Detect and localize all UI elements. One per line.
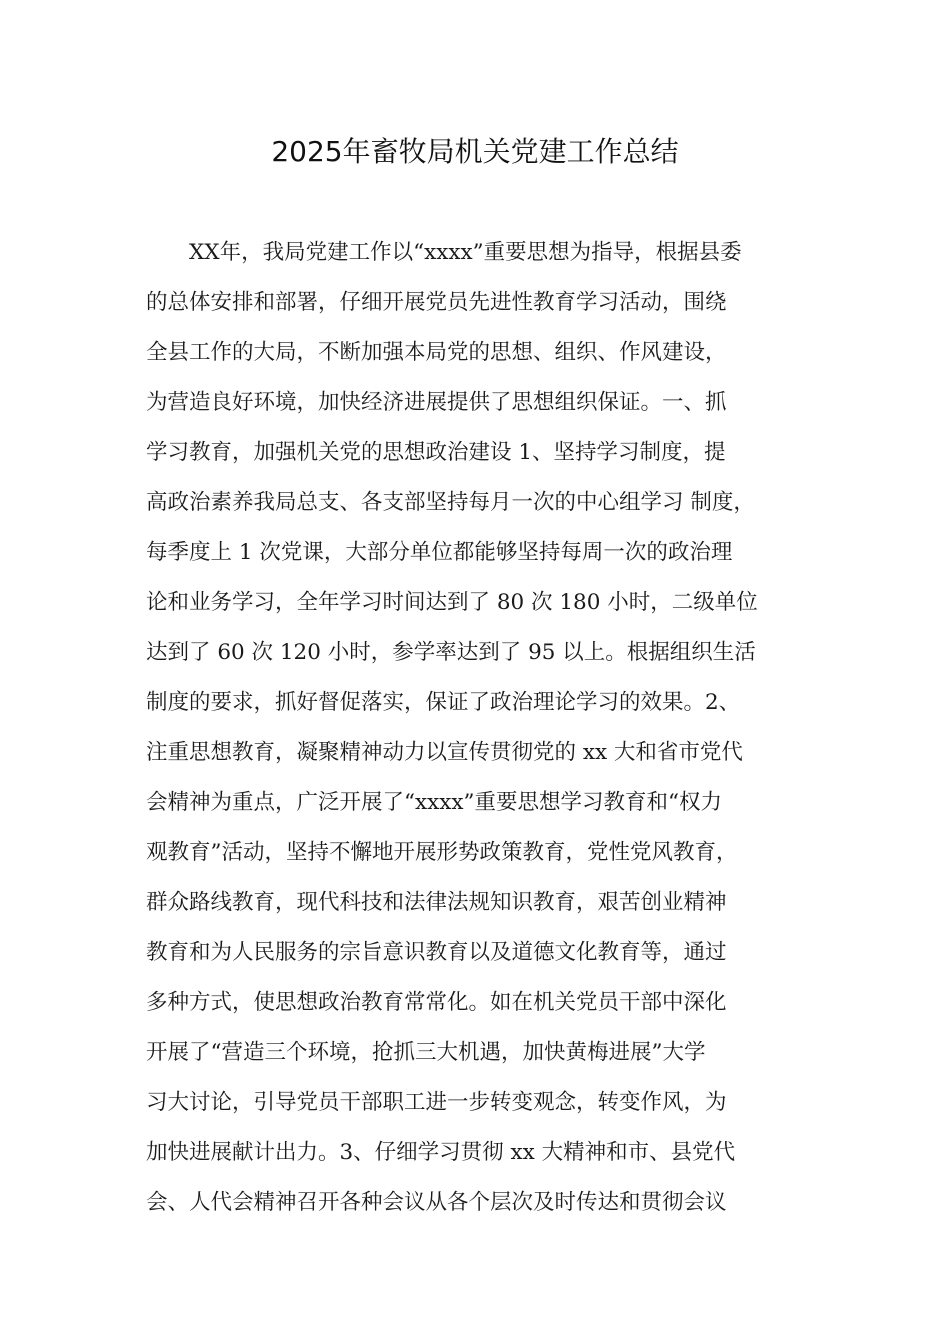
body-line: 全县工作的大局，不断加强本局党的思想、组织、作风建设，	[146, 340, 727, 365]
document-body	[146, 228, 826, 1228]
body-line: 制度的要求，抓好督促落实，保证了政治理论学习的效果。2、	[146, 690, 741, 715]
body-line: 会、人代会精神召开各种会议从各个层次及时传达和贯彻会议	[146, 1190, 727, 1215]
body-line: 习大讨论，引导党员干部职工进一步转变观念，转变作风，为	[146, 1090, 727, 1115]
body-line: 群众路线教育，现代科技和法律法规知识教育，艰苦创业精神	[146, 890, 727, 915]
body-line: 为营造良好环境，加快经济进展提供了思想组织保证。一、抓	[146, 390, 727, 415]
body-line: 教育和为人民服务的宗旨意识教育以及道德文化教育等，通过	[146, 940, 727, 965]
body-line: 开展了“营造三个环境，抢抓三大机遇，加快黄梅进展”大学	[146, 1040, 706, 1065]
body-line: 高政治素养我局总支、各支部坚持每月一次的中心组学习 制度，	[146, 490, 755, 515]
body-line: 注重思想教育，凝聚精神动力以宣传贯彻党的 xx 大和省市党代	[146, 740, 743, 765]
body-line: 观教育”活动，坚持不懈地开展形势政策教育，党性党风教育，	[146, 840, 738, 865]
body-line: 达到了 60 次 120 小时，参学率达到了 95 以上。根据组织生活	[146, 640, 756, 665]
body-line: 学习教育，加强机关党的思想政治建设 1、坚持学习制度，提	[146, 440, 726, 465]
body-line: 加快进展献计出力。3、仔细学习贯彻 xx 大精神和市、县党代	[146, 1140, 736, 1165]
body-line: 论和业务学习，全年学习时间达到了 80 次 180 小时，二级单位	[146, 590, 758, 615]
document-title: 2025年畜牧局机关党建工作总结	[271, 135, 679, 168]
body-line: 的总体安排和部署，仔细开展党员先进性教育学习活动，围绕	[146, 290, 727, 315]
body-line: 会精神为重点，广泛开展了“xxxx”重要思想学习教育和“权力	[146, 790, 722, 815]
body-line: XX年，我局党建工作以“xxxx”重要思想为指导，根据县委	[146, 240, 742, 265]
body-line: 每季度上 1 次党课，大部分单位都能够坚持每周一次的政治理	[146, 540, 733, 565]
body-line: 多种方式，使思想政治教育常常化。如在机关党员干部中深化	[146, 990, 727, 1015]
